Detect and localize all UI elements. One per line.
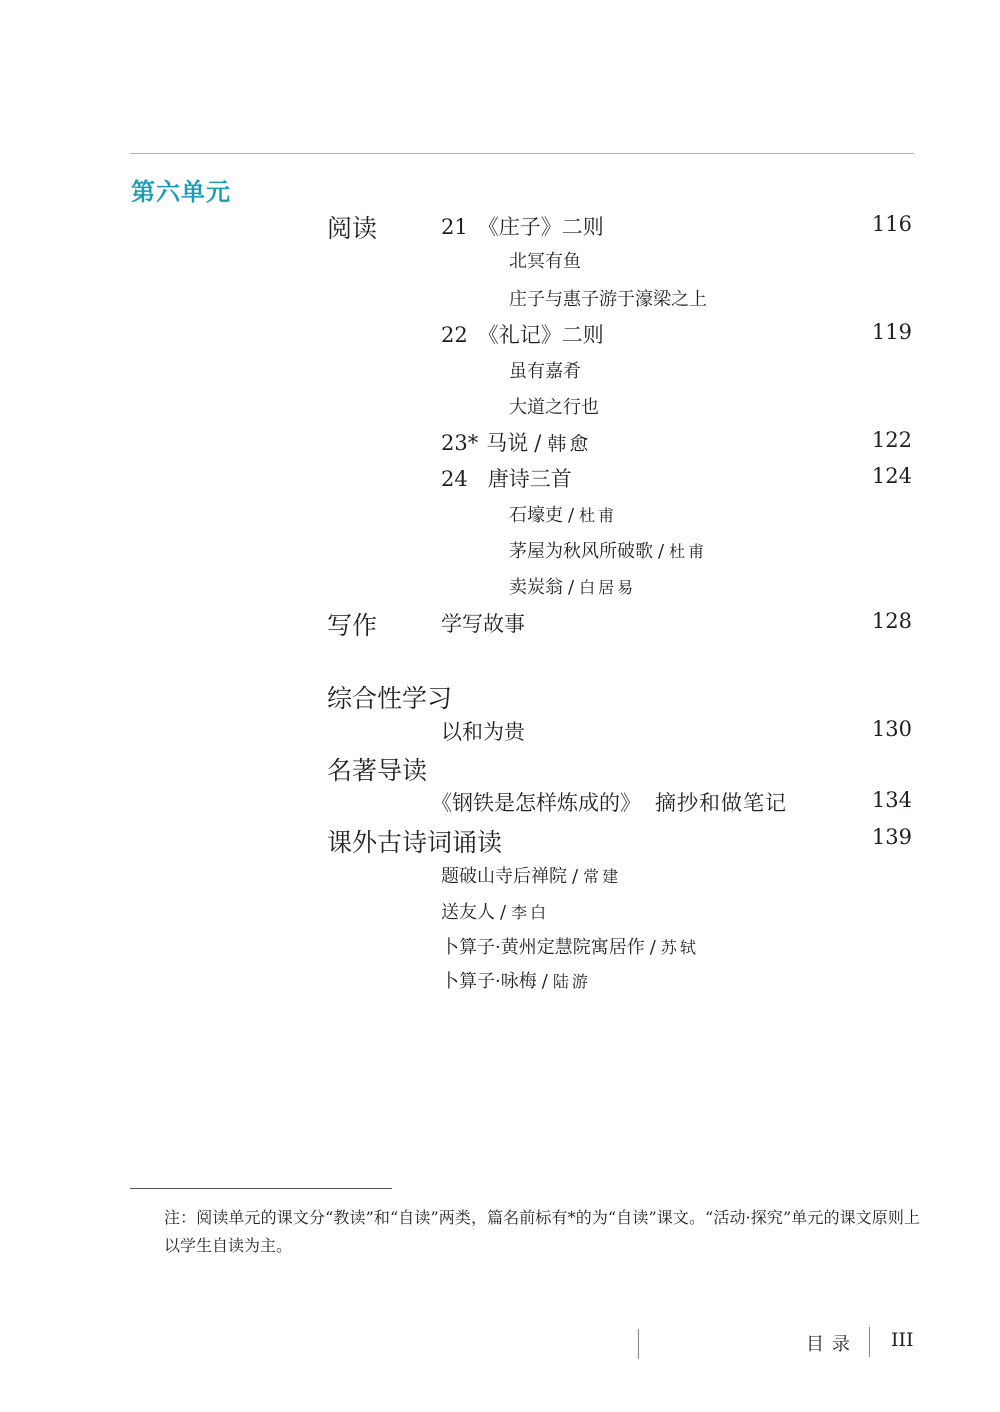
poem-entry[interactable] <box>441 933 699 959</box>
separator: / <box>568 505 575 526</box>
page-number: 119 <box>871 320 912 344</box>
page-number: 128 <box>871 609 912 633</box>
separator: / <box>500 902 507 923</box>
author: 李白 <box>511 903 550 922</box>
poem-entry[interactable] <box>441 898 549 924</box>
page-number: 124 <box>871 464 912 488</box>
poem-entry[interactable] <box>509 573 636 599</box>
footer-label: 目录 <box>806 1334 858 1355</box>
lesson-title: 《庄子》二则 <box>477 215 604 239</box>
section-label-ancient-poems: 课外古诗词诵读 <box>327 828 503 857</box>
author: 杜甫 <box>579 506 618 525</box>
page-number: 116 <box>871 212 912 236</box>
footnote-rule <box>130 1188 392 1189</box>
toc-entry-writing[interactable]: 学写故事 <box>441 612 525 636</box>
poem-title: 卖炭翁 <box>509 577 563 598</box>
author: 韩愈 <box>547 433 592 455</box>
section-label-comprehensive: 综合性学习 <box>327 684 453 713</box>
toc-entry-21[interactable] <box>441 211 604 241</box>
lesson-title: 唐诗三首 <box>487 467 572 491</box>
lesson-number: 21 <box>441 215 468 239</box>
header-rule <box>130 153 914 154</box>
page-number: 134 <box>871 788 912 812</box>
separator: / <box>658 541 665 562</box>
poem-title: 卜算子·咏梅 <box>441 971 537 992</box>
page-number: 122 <box>871 428 912 452</box>
toc-entry-24[interactable] <box>441 463 572 493</box>
author: 苏轼 <box>660 938 699 957</box>
poem-entry[interactable] <box>441 967 591 993</box>
author: 常建 <box>583 867 622 886</box>
footer-divider <box>869 1327 870 1357</box>
poem-title: 茅屋为秋风所破歌 <box>509 541 653 562</box>
lesson-title: 《礼记》二则 <box>477 323 604 347</box>
poem-title: 石壕吏 <box>509 505 563 526</box>
sub-title[interactable]: 虽有嘉肴 <box>509 361 581 382</box>
separator: / <box>572 866 579 887</box>
unit-title: 第六单元 <box>131 177 231 206</box>
book-title: 《钢铁是怎样炼成的》 <box>431 791 641 815</box>
poem-title: 送友人 <box>441 902 495 923</box>
section-label-classics: 名著导读 <box>327 756 428 785</box>
poem-entry[interactable] <box>509 537 707 563</box>
toc-entry-comprehensive[interactable]: 以和为贵 <box>441 720 525 744</box>
lesson-title: 马说 <box>486 431 529 455</box>
toc-entry-22[interactable] <box>441 319 604 349</box>
page-number: 130 <box>871 717 912 741</box>
book-subtitle: 摘抄和做笔记 <box>655 791 787 815</box>
toc-entry-classics[interactable] <box>431 787 787 817</box>
separator: / <box>649 937 656 958</box>
sub-title[interactable]: 北冥有鱼 <box>509 251 581 272</box>
poem-title: 题破山寺后禅院 <box>441 866 567 887</box>
sub-title[interactable]: 庄子与惠子游于濠梁之上 <box>509 289 707 310</box>
sub-title[interactable]: 大道之行也 <box>509 397 599 418</box>
section-label-reading: 阅读 <box>327 214 378 243</box>
poem-entry[interactable] <box>441 862 621 888</box>
lesson-number: 23* <box>441 431 479 455</box>
author: 陆游 <box>552 972 591 991</box>
footer-divider <box>638 1329 639 1359</box>
footnote: 注：阅读单元的课文分“教读”和“自读”两类，篇名前标有*的为“自读”课文。“活动·探究”单元的课文原则上以学生自读为主。 <box>164 1208 920 1255</box>
footer-page-number: III <box>891 1329 914 1351</box>
section-label-writing: 写作 <box>327 611 378 640</box>
poem-title: 卜算子·黄州定慧院寓居作 <box>441 937 645 958</box>
author: 杜甫 <box>669 542 708 561</box>
poem-entry[interactable] <box>509 501 617 527</box>
separator: / <box>568 577 575 598</box>
page-number: 139 <box>871 825 912 849</box>
lesson-number: 24 <box>441 467 468 491</box>
author: 白居易 <box>579 578 637 597</box>
separator: / <box>541 971 548 992</box>
separator: / <box>534 431 542 455</box>
toc-entry-23[interactable] <box>441 427 591 457</box>
lesson-number: 22 <box>441 323 468 347</box>
